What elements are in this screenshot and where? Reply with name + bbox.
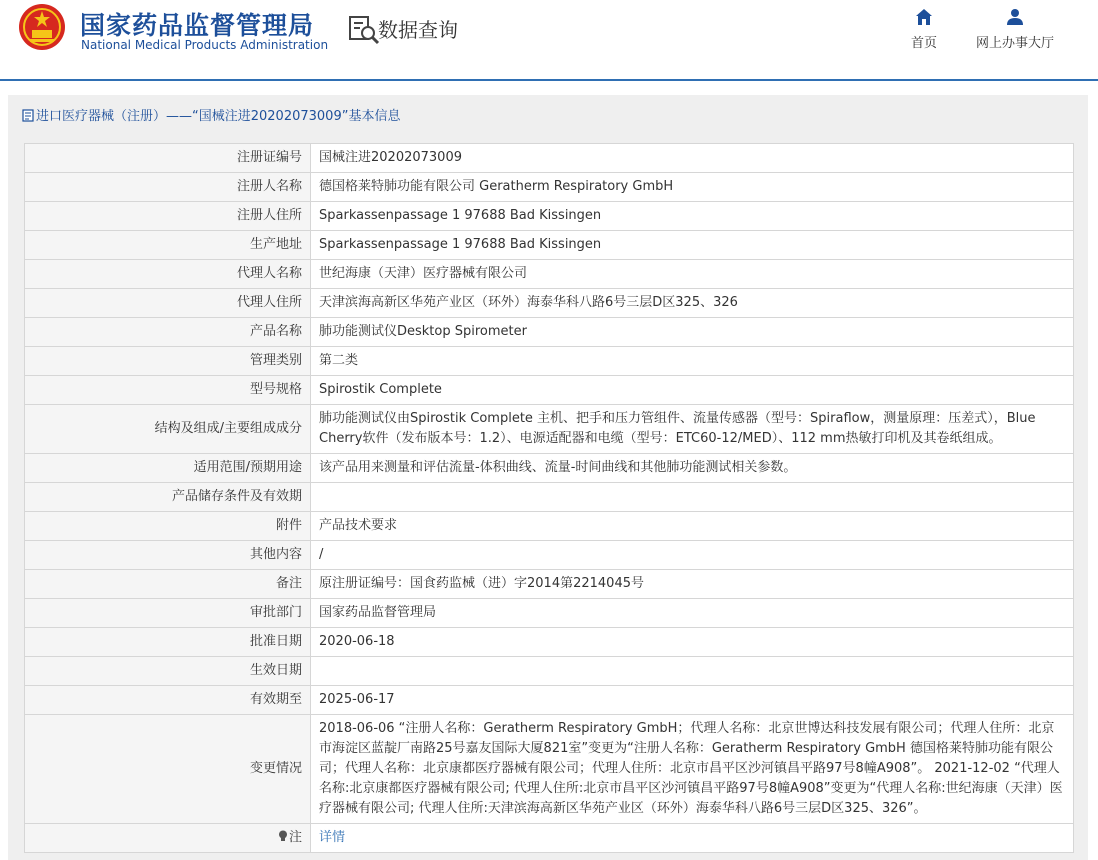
table-row (25, 173, 1074, 202)
row-value: Sparkassenpassage 1 97688 Bad Kissingen (311, 202, 1074, 231)
row-label: 生产地址 (25, 231, 311, 260)
panel-title-text: 进口医疗器械（注册）——“国械注进20202073009”基本信息 (36, 109, 401, 124)
lightbulb-icon (278, 830, 288, 842)
note-label: 注 (288, 830, 302, 845)
table-row (25, 376, 1074, 405)
row-label: 适用范围/预期用途 (25, 454, 311, 483)
row-label: 代理人名称 (25, 260, 311, 289)
table-row (25, 144, 1074, 173)
nav-home[interactable] (904, 8, 944, 51)
row-value: 肺功能测试仪由Spirostik Complete 主机、把手和压力管组件、流量传感器（型号：Spiraflow，测量原理：压差式），Blue Cherry软件（发布版本号：1.2）、电源适配器和电缆（型号：ETC60-12/MED）、112 mm热敏打印机及其卷纸组成。 (311, 405, 1074, 454)
row-label: 代理人住所 (25, 289, 311, 318)
row-label: 审批部门 (25, 599, 311, 628)
row-value: 国家药品监督管理局 (311, 599, 1074, 628)
national-emblem-icon (18, 3, 66, 51)
row-value: 天津滨海高新区华苑产业区（环外）海泰华科八路6号三层D区325、326 (311, 289, 1074, 318)
table-row (25, 512, 1074, 541)
table-row (25, 657, 1074, 686)
row-label: 附件 (25, 512, 311, 541)
row-label-note (25, 824, 311, 853)
row-value-note (311, 824, 1074, 853)
row-label: 型号规格 (25, 376, 311, 405)
document-search-icon (348, 15, 380, 45)
document-icon (22, 109, 34, 122)
table-row (25, 202, 1074, 231)
nav-home-label: 首页 (910, 36, 937, 51)
detail-panel (8, 95, 1088, 860)
row-label: 备注 (25, 570, 311, 599)
row-value: 原注册证编号：国食药监械（进）字2014第2214045号 (311, 570, 1074, 599)
row-value: / (311, 541, 1074, 570)
row-label: 产品名称 (25, 318, 311, 347)
row-value: 德国格莱特肺功能有限公司 Geratherm Respiratory GmbH (311, 173, 1074, 202)
row-label: 有效期至 (25, 686, 311, 715)
table-row (25, 231, 1074, 260)
row-value (311, 657, 1074, 686)
table-row (25, 405, 1074, 454)
agency-name-cn: 国家药品监督管理局 (80, 11, 315, 40)
row-value: 2020-06-18 (311, 628, 1074, 657)
table-row (25, 715, 1074, 824)
row-label: 其他内容 (25, 541, 311, 570)
table-row (25, 541, 1074, 570)
row-value: 肺功能测试仪Desktop Spirometer (311, 318, 1074, 347)
table-row (25, 260, 1074, 289)
row-value: 2018-06-06 “注册人名称：Geratherm Respiratory GmbH；代理人名称：北京世博达科技发展有限公司；代理人住所：北京市海淀区蓝靛厂南路25号嘉友国际大厦821室”变更为“注册人名称：Geratherm Respiratory GmbH 德国格莱特肺功能有限公司；代理人名称：北京康都医疗器械有限公司；代理人住所：北京市昌平区沙河镇昌平路97号8幢A908”。 2021-12-02 “代理人名称:北京康都医疗器械有限公司; 代理人住所:北京市昌平区沙河镇昌平路97号8幢A908”变更为“代理人名称:世纪海康（天津）医疗器械有限公司; 代理人住所:天津滨海高新区华苑产业区（环外）海泰华科八路6号三层D区325、326”。 (311, 715, 1074, 824)
site-header (0, 0, 1098, 80)
details-link[interactable]: 详情 (319, 830, 346, 845)
row-label: 变更情况 (25, 715, 311, 824)
row-label: 产品储存条件及有效期 (25, 483, 311, 512)
device-info-table (24, 143, 1074, 853)
row-label: 批准日期 (25, 628, 311, 657)
row-value: 第二类 (311, 347, 1074, 376)
row-label: 注册人住所 (25, 202, 311, 231)
home-icon (915, 8, 933, 26)
row-value: 国械注进20202073009 (311, 144, 1074, 173)
row-value: Spirostik Complete (311, 376, 1074, 405)
table-row (25, 289, 1074, 318)
table-row (25, 686, 1074, 715)
table-row (25, 599, 1074, 628)
nav-online-hall[interactable] (970, 8, 1060, 51)
row-value: Sparkassenpassage 1 97688 Bad Kissingen (311, 231, 1074, 260)
table-row (25, 483, 1074, 512)
table-row (25, 454, 1074, 483)
row-label: 注册人名称 (25, 173, 311, 202)
header-divider (0, 79, 1098, 81)
row-label: 管理类别 (25, 347, 311, 376)
table-row (25, 347, 1074, 376)
row-value: 该产品用来测量和评估流量-体积曲线、流量-时间曲线和其他肺功能测试相关参数。 (311, 454, 1074, 483)
row-value: 世纪海康（天津）医疗器械有限公司 (311, 260, 1074, 289)
row-label: 生效日期 (25, 657, 311, 686)
table-row (25, 824, 1074, 853)
agency-name-en: National Medical Products Administration (81, 38, 329, 52)
table-row (25, 628, 1074, 657)
row-label: 结构及组成/主要组成成分 (25, 405, 311, 454)
row-value: 2025-06-17 (311, 686, 1074, 715)
row-label: 注册证编号 (25, 144, 311, 173)
table-row (25, 570, 1074, 599)
panel-title (22, 105, 400, 124)
row-value: 产品技术要求 (311, 512, 1074, 541)
row-value (311, 483, 1074, 512)
user-icon (1006, 8, 1024, 26)
nav-online-hall-label: 网上办事大厅 (975, 36, 1054, 51)
table-row (25, 318, 1074, 347)
section-title: 数据查询 (378, 18, 458, 42)
